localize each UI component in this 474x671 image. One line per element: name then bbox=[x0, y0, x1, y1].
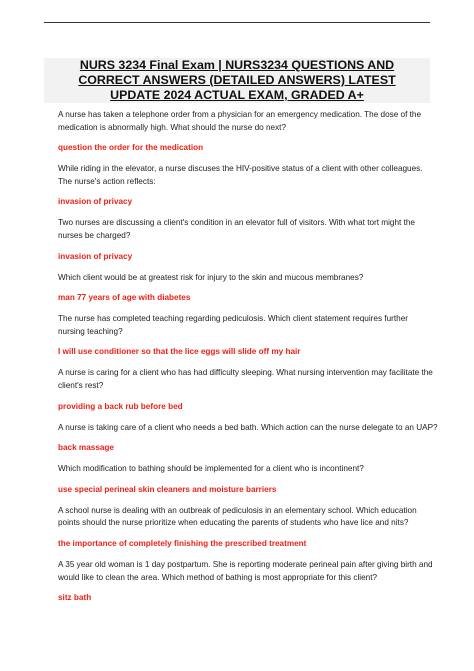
document-title bbox=[44, 58, 430, 103]
question-line: nursing teaching? bbox=[58, 326, 123, 336]
question-line: nurses be charged? bbox=[58, 230, 131, 240]
answer-text: invasion of privacy bbox=[58, 251, 133, 261]
qa-item bbox=[58, 422, 438, 454]
question-text bbox=[58, 463, 430, 476]
question-text bbox=[58, 163, 430, 188]
question-answer-list bbox=[58, 109, 438, 613]
question-line: A nurse is caring for a client who has had difficulty sleeping. What nursing intervention may facilitate the bbox=[58, 368, 433, 378]
answer-text: man 77 years of age with diabetes bbox=[58, 293, 191, 303]
question-text bbox=[58, 217, 430, 242]
qa-item bbox=[58, 505, 430, 549]
title-line: UPDATE 2024 ACTUAL EXAM, GRADED A+ bbox=[110, 88, 364, 102]
answer-text: invasion of privacy bbox=[58, 197, 133, 207]
qa-item bbox=[58, 463, 430, 495]
qa-item bbox=[58, 217, 430, 261]
question-text bbox=[58, 559, 433, 584]
question-line: medication is abnormally high. What should the nurse do next? bbox=[58, 122, 287, 132]
question-line: A nurse has taken a telephone order from a physician for an emergency medication. The dose of the bbox=[58, 110, 422, 119]
question-text bbox=[58, 505, 430, 530]
question-line: A nurse is taking care of a client who needs a bed bath. Which action can the nurse delegate to an UAP? bbox=[58, 422, 438, 432]
answer-text: providing a back rub before bed bbox=[58, 401, 183, 411]
question-text bbox=[58, 313, 430, 338]
question-line: points should the nurse prioritize when educating the parents of students who have lice and nits? bbox=[58, 518, 409, 528]
question-line: A 35 year old woman is 1 day postpartum. She is reporting moderate perineal pain after giving birth and bbox=[58, 559, 433, 569]
question-line: Which client would be at greatest risk for injury to the skin and mucous membranes? bbox=[58, 272, 364, 282]
question-line: The nurse has completed teaching regarding pediculosis. Which client statement requires further bbox=[58, 314, 408, 324]
question-text bbox=[58, 422, 438, 435]
question-line: A school nurse is dealing with an outbreak of pediculosis in an elementary school. Which education bbox=[58, 505, 417, 515]
answer-text: the importance of completely finishing the prescribed treatment bbox=[58, 538, 307, 548]
qa-item bbox=[58, 559, 433, 603]
answer-text: question the order for the medication bbox=[58, 143, 204, 153]
qa-item bbox=[58, 109, 430, 153]
title-line: CORRECT ANSWERS (DETAILED ANSWERS) LATEST bbox=[78, 73, 396, 87]
question-line: Which modification to bathing should be implemented for a client who is incontinent? bbox=[58, 464, 364, 474]
title-line: NURS 3234 Final Exam | NURS3234 QUESTIONS AND bbox=[79, 58, 395, 72]
answer-text: I will use conditioner so that the lice eggs will slide off my hair bbox=[58, 347, 301, 357]
question-text bbox=[58, 367, 433, 392]
question-text bbox=[58, 109, 430, 134]
question-line: Two nurses are discussing a client's condition in an elevator full of visitors. With what tort might the bbox=[58, 218, 415, 228]
answer-text: use special perineal skin cleaners and moisture barriers bbox=[58, 484, 277, 494]
top-rule bbox=[44, 22, 430, 23]
question-line: The nurse's action reflects: bbox=[58, 176, 156, 186]
answer-text: back massage bbox=[58, 443, 114, 453]
qa-item bbox=[58, 163, 430, 207]
question-line: client's rest? bbox=[58, 380, 104, 390]
qa-item bbox=[58, 313, 430, 357]
question-line: would like to clean the area. Which method of bathing is most appropriate for this client? bbox=[58, 572, 378, 582]
question-text bbox=[58, 272, 430, 285]
qa-item bbox=[58, 272, 430, 304]
question-line: While riding in the elevator, a nurse discuses the HIV-positive status of a client with other colleagues. bbox=[58, 164, 423, 174]
qa-item bbox=[58, 367, 433, 411]
answer-text: sitz bath bbox=[58, 593, 92, 603]
